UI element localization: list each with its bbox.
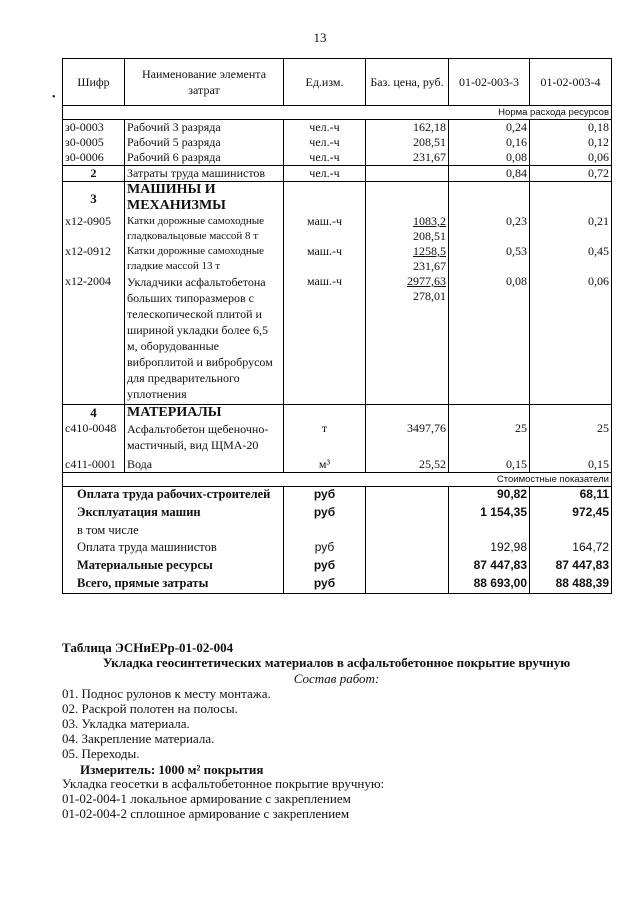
cell-v1: 25 [449,421,530,453]
summary-row [63,487,612,505]
cell-name: Рабочий 6 разряда [125,150,284,166]
summary-unit: руб [284,540,366,558]
cell-unit: м³ [284,453,366,473]
table-row [63,244,612,274]
table-title: Таблица ЭСНиЕРр-01-02-004 [62,640,234,655]
table-row [63,214,612,244]
list-item: 01. Поднос рулонов к месту монтажа. [62,686,271,701]
cell-v1: 0,16 [449,135,530,150]
cell-unit: чел.-ч [284,166,366,182]
cell-v2: 0,45 [530,244,612,274]
price-underlined: 1258,5 [413,244,446,258]
header-name: Наименование элемента затрат [125,59,284,106]
summary-row [63,523,612,540]
summary-v1: 88 693,00 [449,576,530,594]
section-title-materials: МАТЕРИАЛЫ [125,405,284,422]
header-col1: 01-02-003-3 [449,59,530,106]
cell-price: 162,18 [366,120,449,136]
cell-v1: 0,08 [449,274,530,405]
cell-v2: 0,18 [530,120,612,136]
list-item: 04. Закрепление материала. [62,731,215,746]
cell-code: з0-0003 [63,120,125,136]
cell-name: Катки дорожные самоходные гладкие массой 13 т [125,244,284,274]
cell-unit: чел.-ч [284,120,366,136]
cell-code: с410-0048 [63,421,125,453]
cell-v2: 0,12 [530,135,612,150]
header-code: Шифр [63,59,125,106]
price-underlined: 1083,2 [413,214,446,228]
cell-name: Вода [125,453,284,473]
cell-v1: 0,15 [449,453,530,473]
cell-unit: чел.-ч [284,150,366,166]
summary-row [63,558,612,576]
margin-dot: • [52,92,56,103]
cell-name: Рабочий 3 разряда [125,120,284,136]
summary-label: Всего, прямые затраты [63,576,284,594]
summary-row [63,505,612,523]
cell-v2: 0,72 [530,166,612,182]
cell-code: х12-0912 [63,244,125,274]
price-secondary: 278,01 [413,289,446,303]
summary-row [63,576,612,594]
resource-table [62,58,612,594]
list-item: 01-02-004-1 локальное армирование с закреплением [62,791,351,806]
list-item: Укладка геосетки в асфальтобетонное покрытие вручную: [62,776,385,791]
cell-unit: маш.-ч [284,214,366,244]
summary-v2: 87 447,83 [530,558,612,576]
cell-code: 2 [63,166,125,182]
summary-v2: 164,72 [530,540,612,558]
summary-label: Материальные ресурсы [63,558,284,576]
cell-price: 25,52 [366,453,449,473]
cell-price [366,166,449,182]
materials-header-row [63,405,612,422]
cell-price: 208,51 [366,135,449,150]
table-row [63,274,612,405]
summary-v1: 90,82 [449,487,530,505]
band-cost-row [63,473,612,487]
cell-name: Катки дорожные самоходные гладковальцовые массой 8 т [125,214,284,244]
summary-unit: руб [284,487,366,505]
cell-code: 3 [63,182,125,215]
cell-price [366,274,449,405]
operations-list [62,686,622,761]
summary-label: Оплата труда машинистов [63,540,284,558]
cell-unit: маш.-ч [284,274,366,405]
cell-code: х12-2004 [63,274,125,405]
section-heading: Укладка геосинтетических материалов в асфальтобетонное покрытие вручную [102,655,571,670]
header-unit: Ед.изм. [284,59,366,106]
band-resources: Норма расхода ресурсов [63,106,612,120]
machines-header-row [63,182,612,215]
page-number: 13 [313,30,327,45]
list-item: 05. Переходы. [62,746,140,761]
cell-v1: 0,23 [449,214,530,244]
summary-unit: руб [284,505,366,523]
cell-v1: 0,08 [449,150,530,166]
cell-code: з0-0005 [63,135,125,150]
table-row [63,135,612,150]
summary-label: в том числе [63,523,284,540]
summary-row [63,540,612,558]
cell-v2: 25 [530,421,612,453]
list-item: 02. Раскрой полотен на полосы. [62,701,238,716]
table-header-row [63,59,612,106]
section-title-machines: МАШИНЫ И МЕХАНИЗМЫ [125,182,284,215]
cell-code: х12-0905 [63,214,125,244]
price-secondary: 231,67 [413,259,446,273]
cell-price [366,244,449,274]
cell-name: Асфальтобетон щебеночно-мастичный, вид ЩМА-20 [125,421,284,453]
summary-v1: 192,98 [449,540,530,558]
band-cost: Стоимостные показатели [63,473,612,487]
summary-unit: руб [284,558,366,576]
cell-code: с411-0001 [63,453,125,473]
summary-unit: руб [284,576,366,594]
cell-v2: 0,21 [530,214,612,244]
header-price: Баз. цена, руб. [366,59,449,106]
cell-v1: 0,24 [449,120,530,136]
cell-code: 4 [63,405,125,422]
band-resources-row [63,106,612,120]
labor-machinists-row [63,166,612,182]
price-underlined: 2977,63 [407,274,446,288]
table-row [63,120,612,136]
cell-name: Рабочий 5 разряда [125,135,284,150]
cell-v2: 0,06 [530,150,612,166]
cell-unit: маш.-ч [284,244,366,274]
cell-price [366,214,449,244]
summary-v2: 68,11 [530,487,612,505]
measure-unit: Измеритель: 1000 м² покрытия [80,762,264,777]
cell-unit: чел.-ч [284,135,366,150]
summary-label: Эксплуатация машин [63,505,284,523]
summary-v2: 88 488,39 [530,576,612,594]
list-item: 01-02-004-2 сплошное армирование с закреплением [62,806,350,821]
cell-name: Укладчики асфальтобетона больших типоразмеров с телескопической плитой и шириной укладки более 6,5 м, оборудованные виброплитой и вибробрусом для предварительного уплотнения [125,274,284,405]
summary-v1: 87 447,83 [449,558,530,576]
cell-price: 231,67 [366,150,449,166]
cell-v1: 0,53 [449,244,530,274]
cell-name: Затраты труда машинистов [125,166,284,182]
cell-unit: т [284,421,366,453]
price-secondary: 208,51 [413,229,446,243]
cell-v1: 0,84 [449,166,530,182]
cell-code: з0-0006 [63,150,125,166]
table-row [63,421,612,453]
summary-v2: 972,45 [530,505,612,523]
summary-v1: 1 154,35 [449,505,530,523]
table-row [63,150,612,166]
header-col2: 01-02-003-4 [530,59,612,106]
section-subheading: Состав работ: [293,671,380,686]
list-item: 03. Укладка материала. [62,716,190,731]
cell-v2: 0,06 [530,274,612,405]
summary-label: Оплата труда рабочих-строителей [63,487,284,505]
cell-price: 3497,76 [366,421,449,453]
description-list [62,776,622,821]
table-row [63,453,612,473]
cell-v2: 0,15 [530,453,612,473]
